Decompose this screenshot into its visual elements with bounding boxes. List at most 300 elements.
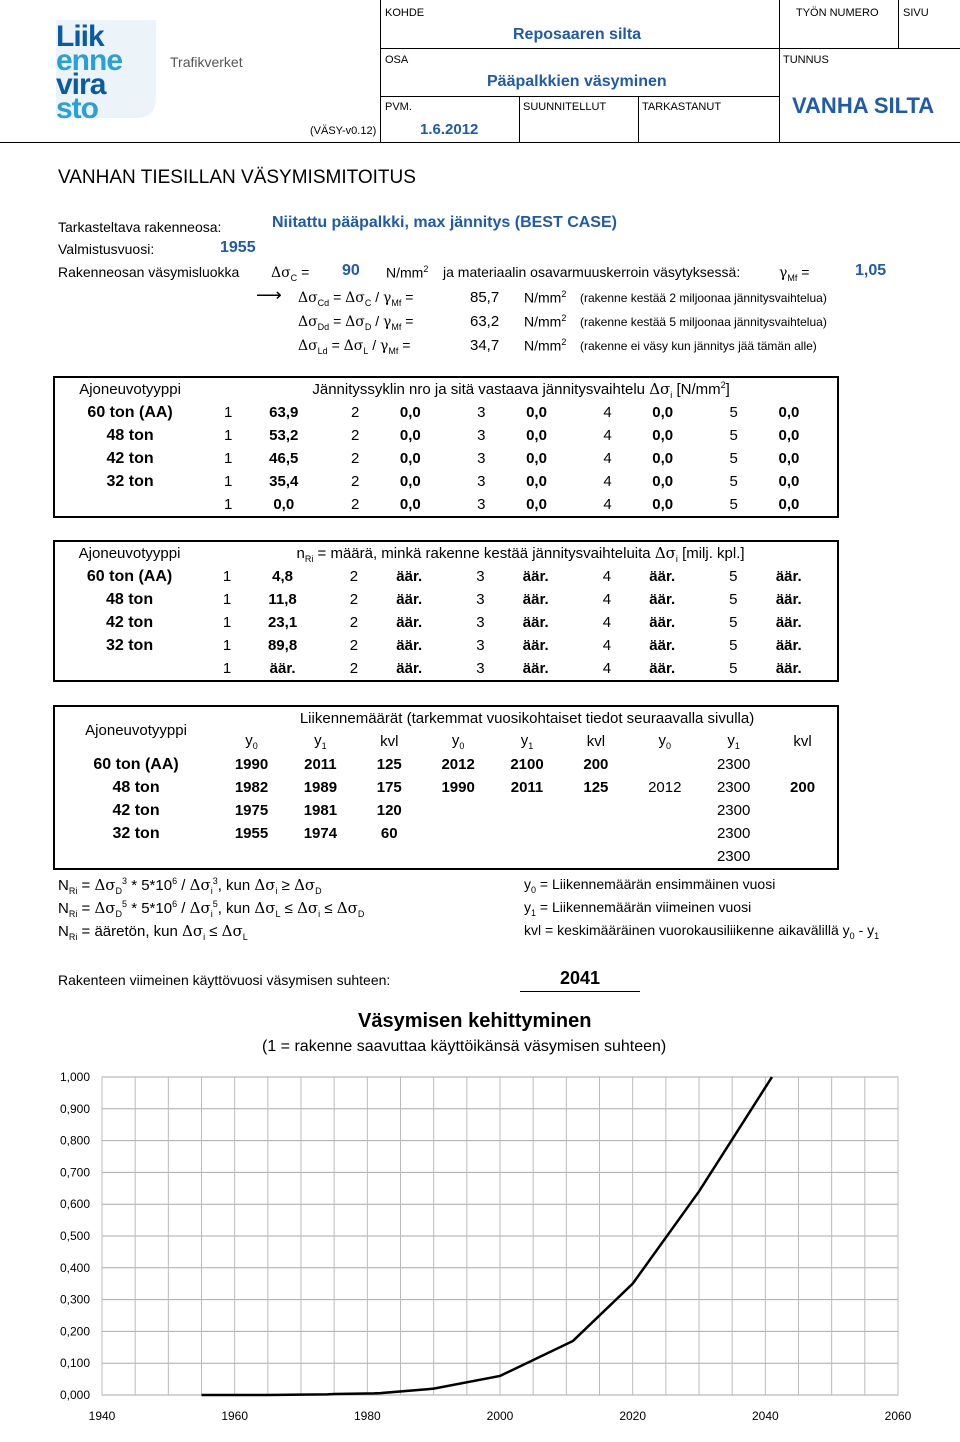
cell-value: äär. xyxy=(269,660,296,677)
legend-y1: $y_1$ = Liikennemäärän viimeinen vuosi xyxy=(524,899,752,918)
header-sub: Ri xyxy=(304,553,314,564)
y-tick-label: 0,500 xyxy=(59,1229,90,1243)
cell-value: äär. xyxy=(649,568,676,585)
cell-value: äär. xyxy=(522,568,549,585)
cell-value: äär. xyxy=(522,660,549,677)
cell-value: äär. xyxy=(522,614,549,631)
cycle-number: 2 xyxy=(349,568,359,585)
cycle-number: 3 xyxy=(477,473,486,490)
cell-value xyxy=(768,799,838,822)
cycle-number: 2 xyxy=(349,660,359,677)
dsc-eq: = xyxy=(301,264,310,280)
header-end: ] xyxy=(725,380,730,398)
cycle-number: 3 xyxy=(476,591,485,608)
cell-value: 2100 xyxy=(510,756,544,773)
logo-line-4: sto xyxy=(56,92,98,125)
table-subheader: $y_0$ xyxy=(245,732,258,751)
unit: N/mm xyxy=(386,264,424,281)
cell-value: 2300 xyxy=(716,802,751,819)
header-sup: 2 xyxy=(720,379,726,390)
table-subheader: $y_1$ xyxy=(314,732,327,751)
header-n: n xyxy=(296,544,305,562)
cell-value: 1982 xyxy=(234,779,269,796)
cell-value: 200 xyxy=(583,756,609,773)
table-row xyxy=(54,401,838,424)
cell-value: äär. xyxy=(649,637,676,654)
y-tick-label: 0,300 xyxy=(59,1292,90,1307)
pvm-value: 1.6.2012 xyxy=(420,121,479,138)
cycle-number: 1 xyxy=(223,496,233,513)
cell-value: 0,0 xyxy=(652,450,674,467)
dsc-expression xyxy=(271,264,309,283)
cell-value: äär. xyxy=(396,568,423,585)
design-note: (rakenne ei väsy kun jännitys jää tämän alle) xyxy=(580,339,817,353)
cell-value xyxy=(768,822,838,845)
cell-value: 0,0 xyxy=(778,496,800,513)
arrow-icon: ⟶ xyxy=(256,285,282,305)
cycle-number: 4 xyxy=(602,591,612,608)
design-expression: $\Delta\sigma_{Ld} = \Delta\sigma_L / \gamma_{Mf}$ = xyxy=(298,337,411,356)
cycle-number: 5 xyxy=(729,427,738,444)
cell-value: 0,0 xyxy=(399,404,421,421)
formula-1: $N_{Ri} = \Delta\sigma_D^3 * 5*10^6 / \Delta\sigma_i^3$, kun $\Delta\sigma_i \ge \Delta\sigma_D$ xyxy=(58,876,322,896)
cycle-number: 1 xyxy=(222,614,232,631)
luokka-row xyxy=(58,264,239,280)
cell-value: 0,0 xyxy=(778,427,800,444)
design-expression: $\Delta\sigma_{Cd} = \Delta\sigma_C / \gamma_{Mf}$ = xyxy=(298,289,414,308)
cell-value: 125 xyxy=(583,779,609,796)
suunnitellut-label: SUUNNITELLUT xyxy=(523,101,607,113)
cell-value: 23,1 xyxy=(267,614,298,631)
design-value: 63,2 xyxy=(470,313,500,330)
cell-value: 120 xyxy=(376,802,402,819)
cycle-number: 3 xyxy=(476,568,485,585)
cell-value: äär. xyxy=(775,614,802,631)
cycle-number: 5 xyxy=(729,496,738,513)
cell-value: 0,0 xyxy=(652,427,674,444)
vehicle-type xyxy=(54,657,204,681)
cell-value: 0,0 xyxy=(526,450,547,467)
vehicle-type: 48 ton xyxy=(106,426,154,444)
page-title: VANHAN TIESILLAN VÄSYMISMITOITUS xyxy=(58,167,416,188)
title-block xyxy=(0,0,960,142)
cycle-number: 1 xyxy=(222,568,232,585)
header-sivu-sep xyxy=(898,0,899,48)
chart-title: Väsymisen kehittyminen xyxy=(358,1010,592,1032)
cycle-number: 5 xyxy=(729,614,738,631)
cell-value: 0,0 xyxy=(526,404,547,421)
logo-sub: Trafikverket xyxy=(170,54,243,70)
cell-value: 0,0 xyxy=(778,473,800,490)
cycle-number: 3 xyxy=(476,614,485,631)
cell-value: 125 xyxy=(376,756,402,773)
unit-sup: 2 xyxy=(423,264,429,274)
design-value: 34,7 xyxy=(470,337,500,354)
header-sym-sub: i xyxy=(675,553,678,564)
x-tick-label: 1960 xyxy=(221,1409,249,1423)
cell-value: äär. xyxy=(522,637,549,654)
chart-subtitle: (1 = rakenne saavuttaa käyttöikänsä väsymisen suhteen) xyxy=(262,1038,667,1055)
table-subheader: $y_1$ xyxy=(520,732,534,751)
cycle-count-table xyxy=(53,540,839,682)
cycle-number: 4 xyxy=(603,427,612,444)
cycle-number: 4 xyxy=(602,568,612,585)
vehicle-type: 48 ton xyxy=(112,778,160,796)
cell-value: 0,0 xyxy=(778,404,800,421)
design-unit: $N/mm^2$ xyxy=(524,337,567,354)
cycle-number: 2 xyxy=(349,637,359,654)
table-row xyxy=(54,493,838,517)
cell-value: 0,0 xyxy=(526,473,547,490)
cell-value: 2300 xyxy=(716,756,751,773)
unit-text xyxy=(386,264,428,281)
dsc-value: 90 xyxy=(342,262,360,279)
luokka-label: Rakenneosan väsymisluokka xyxy=(58,264,240,280)
cell-value: 2300 xyxy=(716,848,751,865)
header-unit: [N/mm xyxy=(676,380,721,398)
series-line xyxy=(202,1077,772,1395)
osa-label: OSA xyxy=(385,54,409,66)
gamma-text: ja materiaalin osavarmuuskerroin väsytyksessä: xyxy=(443,264,741,280)
cell-value: 200 xyxy=(790,779,816,796)
cycle-number: 3 xyxy=(476,660,485,677)
plot-area xyxy=(102,1077,898,1395)
delta-sigma-symbol: Δσ xyxy=(271,265,291,281)
table-subheader: $y_1$ xyxy=(727,732,740,751)
traffic-table xyxy=(53,705,839,870)
cell-value: 0,0 xyxy=(273,496,295,513)
table-col-header: Ajoneuvotyyppi xyxy=(79,381,181,398)
cycle-number: 1 xyxy=(222,591,232,608)
cycle-number: 4 xyxy=(602,614,612,631)
cell-value: äär. xyxy=(775,660,802,677)
cell-value: 89,8 xyxy=(267,637,298,654)
cell-value: 0,0 xyxy=(652,496,674,513)
cell-value: äär. xyxy=(775,568,802,585)
table-header xyxy=(204,541,838,565)
final-year-label: Rakenteen viimeinen käyttövuosi väsymisen suhteen: xyxy=(58,972,391,988)
table-header-text: = määrä, minkä rakenne kestää jännitysvaihteluita xyxy=(317,544,651,562)
table-row xyxy=(54,753,838,776)
table-row xyxy=(54,657,838,681)
cell-value: 1955 xyxy=(234,825,269,842)
cell-value: 0,0 xyxy=(652,473,674,490)
x-tick-label: 2060 xyxy=(884,1409,912,1423)
cell-value xyxy=(561,822,630,845)
cell-value: 4,8 xyxy=(272,568,293,585)
cell-value: äär. xyxy=(775,591,802,608)
header-left-border xyxy=(380,0,381,142)
design-expression: $\Delta\sigma_{Dd} = \Delta\sigma_D / \gamma_{Mf}$ = xyxy=(298,313,414,332)
header-sub: i xyxy=(670,389,673,400)
logo-line-2: enne xyxy=(56,44,123,77)
vehicle-type: 32 ton xyxy=(105,636,154,654)
y-tick-label: 0,400 xyxy=(59,1260,90,1275)
cell-value: 0,0 xyxy=(399,473,421,490)
header-right-col xyxy=(779,0,780,142)
cell-value xyxy=(424,845,493,869)
gamma-eq: = xyxy=(801,264,810,280)
cycle-number: 5 xyxy=(729,568,738,585)
logo-line-1: Liik xyxy=(56,20,104,53)
cell-value xyxy=(493,799,562,822)
cycle-number: 4 xyxy=(603,404,612,421)
cycle-number: 5 xyxy=(729,450,738,467)
cell-value xyxy=(424,799,493,822)
cell-value: äär. xyxy=(396,660,423,677)
cell-value: 53,2 xyxy=(269,427,299,444)
cycle-number: 4 xyxy=(603,473,612,490)
vehicle-type: 42 ton xyxy=(112,801,160,819)
y-tick-label: 0,000 xyxy=(59,1388,90,1402)
vehicle-type xyxy=(54,845,217,869)
gamma-symbol: γ xyxy=(779,265,788,281)
cell-value xyxy=(630,845,699,869)
table-row xyxy=(54,776,838,799)
delta-sigma-symbol: Δσ xyxy=(654,543,676,562)
y-tick-label: 0,600 xyxy=(59,1197,90,1212)
cycle-number: 2 xyxy=(349,591,359,608)
gamma-expression xyxy=(779,264,809,283)
tunnus-value: VANHA SILTA xyxy=(792,93,935,118)
table-row xyxy=(54,424,838,447)
cycle-number: 1 xyxy=(223,427,233,444)
cell-value: 35,4 xyxy=(269,473,299,490)
legend-kvl: kvl = keskimääräinen vuorokausiliikenne aikavälillä $y_0 - y_1$ xyxy=(524,922,880,941)
cell-value: 2012 xyxy=(441,756,475,773)
x-tick-label: 1940 xyxy=(88,1409,116,1423)
cell-value xyxy=(630,799,699,822)
cycle-number: 2 xyxy=(351,496,360,513)
dsc-sub: C xyxy=(290,272,298,283)
sivu-label: SIVU xyxy=(903,7,929,19)
cell-value xyxy=(630,822,699,845)
design-unit: $N/mm^2$ xyxy=(524,313,567,330)
kohde-label: KOHDE xyxy=(385,7,425,19)
cycle-number: 5 xyxy=(729,404,738,421)
cell-value: 2011 xyxy=(510,779,544,796)
cell-value: 0,0 xyxy=(526,427,547,444)
cycle-number: 1 xyxy=(222,660,232,677)
table-row xyxy=(54,845,838,869)
table-header-row xyxy=(54,541,838,565)
table-row xyxy=(54,447,838,470)
x-tick-label: 2020 xyxy=(619,1409,647,1423)
y-tick-label: 0,100 xyxy=(59,1356,90,1371)
tyonumero-label: TYÖN NUMERO xyxy=(796,7,879,19)
cell-value xyxy=(630,753,699,776)
design-unit: $N/mm^2$ xyxy=(524,289,567,306)
table-col-header: Ajoneuvotyyppi xyxy=(78,545,181,562)
table-header-row xyxy=(54,706,838,730)
cell-value: äär. xyxy=(396,614,423,631)
osa-value: Pääpalkkien väsyminen xyxy=(487,73,667,90)
cycle-number: 5 xyxy=(729,637,738,654)
table-header-row xyxy=(54,377,838,401)
x-tick-label: 2040 xyxy=(751,1409,779,1423)
vehicle-type: 60 ton (AA) xyxy=(86,567,173,585)
stress-range-table xyxy=(53,376,839,518)
design-value: 85,7 xyxy=(470,289,500,306)
table-row xyxy=(54,611,838,634)
legend-y0: $y_0$ = Liikennemäärän ensimmäinen vuosi xyxy=(524,876,776,895)
vuosi-value: 1955 xyxy=(220,239,256,256)
vuosi-label: Valmistusvuosi: xyxy=(58,241,155,257)
logo-line-3: vira xyxy=(56,68,106,101)
cell-value: äär. xyxy=(649,591,676,608)
cell-value: 60 xyxy=(380,825,398,842)
cell-value xyxy=(493,822,562,845)
cell-value xyxy=(768,845,838,869)
y-tick-label: 1,000 xyxy=(59,1070,90,1084)
cell-value: 0,0 xyxy=(778,450,800,467)
header-row2 xyxy=(380,96,779,97)
cell-value: 46,5 xyxy=(269,450,299,467)
cell-value: 0,0 xyxy=(399,450,421,467)
cell-value: äär. xyxy=(396,591,423,608)
x-tick-label: 1980 xyxy=(353,1409,381,1423)
final-year-underline xyxy=(520,991,640,992)
table-subheader: $y_0$ xyxy=(658,732,672,751)
cycle-number: 1 xyxy=(222,637,232,654)
cycle-number: 3 xyxy=(477,427,486,444)
cell-value: äär. xyxy=(396,637,423,654)
cycle-number: 4 xyxy=(602,637,612,654)
rakenne-value: Niitattu pääpalkki, max jännitys (BEST CASE) xyxy=(272,214,617,231)
cell-value: äär. xyxy=(522,591,549,608)
cell-value: 63,9 xyxy=(269,404,299,421)
cycle-number: 5 xyxy=(729,660,738,677)
x-tick-label: 2000 xyxy=(486,1409,514,1423)
cell-value: 11,8 xyxy=(268,591,297,608)
cell-value: 2300 xyxy=(716,825,751,842)
vehicle-type: 60 ton (AA) xyxy=(87,403,173,421)
table-row xyxy=(54,470,838,493)
gamma-sub: Mf xyxy=(787,272,798,283)
vehicle-type: 42 ton xyxy=(106,449,154,467)
y-tick-label: 0,800 xyxy=(59,1133,90,1148)
table-header xyxy=(205,377,838,401)
cell-value: 0,0 xyxy=(652,404,674,421)
cell-value: 2011 xyxy=(304,756,337,773)
y-tick-label: 0,200 xyxy=(59,1324,90,1339)
cycle-number: 2 xyxy=(351,404,360,421)
table-subheader: kvl xyxy=(793,733,812,750)
table-col-header: Ajoneuvotyyppi xyxy=(85,721,187,739)
header-end: [milj. kpl.] xyxy=(682,544,745,562)
cell-value: 2012 xyxy=(648,779,682,796)
cell-value: 1990 xyxy=(441,779,475,796)
rakenne-label: Tarkasteltava rakenneosa: xyxy=(58,219,222,235)
table-row xyxy=(54,822,838,845)
y-tick-label: 0,700 xyxy=(59,1165,90,1180)
cell-value: äär. xyxy=(649,614,676,631)
kohde-value: Reposaaren silta xyxy=(513,26,642,43)
design-note: (rakenne kestää 5 miljoonaa jännitysvaihtelua) xyxy=(580,315,827,329)
cell-value: 1989 xyxy=(303,779,338,796)
cell-value: äär. xyxy=(649,660,676,677)
vehicle-type xyxy=(54,493,205,517)
cycle-number: 5 xyxy=(729,591,738,608)
cell-value xyxy=(561,799,630,822)
cell-value xyxy=(217,845,286,869)
cell-value xyxy=(355,845,424,869)
cell-value: 0,0 xyxy=(399,427,421,444)
cell-value: 1975 xyxy=(234,802,269,819)
cycle-number: 4 xyxy=(603,450,612,467)
cell-value: 2300 xyxy=(716,779,751,796)
table-row xyxy=(54,799,838,822)
cycle-number: 1 xyxy=(223,473,233,490)
cell-value: 0,0 xyxy=(526,496,547,513)
table-header: Liikennemäärät (tarkemmat vuosikohtaiset tiedot seuraavalla sivulla) xyxy=(299,710,755,727)
vehicle-type: 48 ton xyxy=(105,590,154,608)
table-header-text: Jännityssyklin nro ja sitä vastaava jännitysvaihtelu xyxy=(312,380,646,398)
cell-value xyxy=(286,845,355,869)
table-row xyxy=(54,634,838,657)
table-row xyxy=(54,588,838,611)
design-note: (rakenne kestää 2 miljoonaa jännitysvaihtelua) xyxy=(580,291,827,305)
cell-value: 0,0 xyxy=(399,496,421,513)
final-year-value: 2041 xyxy=(560,968,601,988)
table-row xyxy=(54,565,838,588)
cell-value xyxy=(768,753,838,776)
formula-2: $N_{Ri} = \Delta\sigma_D^5 * 5*10^6 / \Delta\sigma_i^5$, kun $\Delta\sigma_L \le \Delta\sigma_i \le \Delta\sigma_D$ xyxy=(58,899,365,919)
cycle-number: 4 xyxy=(602,660,612,677)
y-tick-label: 0,900 xyxy=(59,1101,90,1116)
cell-value xyxy=(493,845,562,869)
cycle-number: 1 xyxy=(223,450,233,467)
vehicle-type: 32 ton xyxy=(112,824,160,842)
cell-value: 1974 xyxy=(303,825,338,842)
cycle-number: 1 xyxy=(223,404,233,421)
cell-value: 1990 xyxy=(234,756,269,773)
delta-sigma-symbol: Δσ xyxy=(649,379,671,398)
cycle-number: 5 xyxy=(729,473,738,490)
vehicle-type: 42 ton xyxy=(105,613,154,631)
cell-value: 1981 xyxy=(303,802,338,819)
tunnus-label: TUNNUS xyxy=(783,54,829,66)
vehicle-type: 60 ton (AA) xyxy=(93,755,179,773)
tarkastanut-label: TARKASTANUT xyxy=(642,101,722,113)
table-subheader: kvl xyxy=(586,733,606,750)
cycle-number: 3 xyxy=(476,637,485,654)
header-bottom xyxy=(0,142,960,143)
table-subheader: $y_0$ xyxy=(451,732,465,751)
cycle-number: 3 xyxy=(477,450,486,467)
cycle-number: 3 xyxy=(477,496,486,513)
cell-value xyxy=(561,845,630,869)
cycle-number: 2 xyxy=(349,614,359,631)
header-row1 xyxy=(380,48,960,49)
cell-value: äär. xyxy=(775,637,802,654)
table-subheader: kvl xyxy=(380,733,399,750)
cycle-number: 4 xyxy=(603,496,612,513)
cycle-number: 2 xyxy=(351,473,360,490)
header-sep-b xyxy=(638,96,639,142)
vehicle-type: 32 ton xyxy=(106,472,154,490)
gamma-value: 1,05 xyxy=(855,262,887,279)
cycle-number: 2 xyxy=(351,450,360,467)
pvm-label: PVM. xyxy=(385,101,412,113)
header-sep-a xyxy=(519,96,520,142)
cell-value: 175 xyxy=(376,779,402,796)
cycle-number: 2 xyxy=(351,427,360,444)
logo xyxy=(56,20,316,125)
cycle-number: 3 xyxy=(477,404,486,421)
formula-3: $N_{Ri}$ = ääretön, kun $\Delta\sigma_i \le \Delta\sigma_L$ xyxy=(58,922,248,942)
cell-value xyxy=(424,822,493,845)
